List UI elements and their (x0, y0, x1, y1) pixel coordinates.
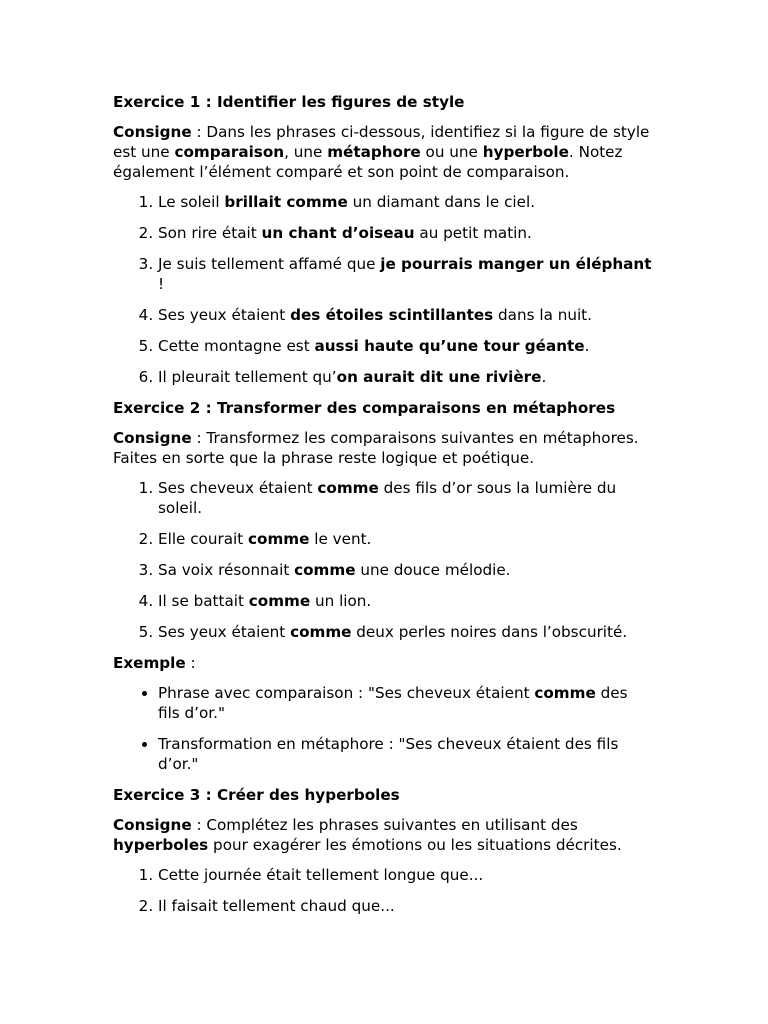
text-run: : Dans les phrases ci-dessous, identifiez si la figure de style est une (113, 123, 650, 161)
exercise-3 (113, 785, 653, 916)
example-list (113, 683, 653, 774)
list-item (158, 865, 653, 885)
text-run: . Notez également l’élément comparé et son point de comparaison. (113, 143, 623, 181)
text-run: Cette montagne est (158, 337, 315, 355)
bold-text-run: comparaison (174, 143, 285, 161)
bold-text-run: comme (248, 592, 311, 610)
text-run: ou une (420, 143, 483, 161)
list-item (158, 305, 653, 325)
exercise-2-title: Exercice 2 : Transformer des comparaisons en métaphores (113, 399, 616, 417)
document-body (113, 92, 653, 927)
bold-text-run: comme (290, 623, 352, 641)
text-run: Cette journée était tellement longue que... (158, 866, 484, 884)
exercise-2 (113, 398, 653, 774)
text-run: . (541, 368, 547, 386)
list-item (158, 591, 653, 611)
exercise-1 (113, 92, 653, 387)
bold-text-run: hyperbole (482, 143, 569, 161)
bold-text-run: métaphore (327, 143, 421, 161)
bold-text-run: hyperboles (113, 836, 209, 854)
instructions-label: Consigne (113, 816, 192, 834)
exercise-3-instructions (113, 815, 653, 855)
bold-text-run: un chant d’oiseau (261, 224, 415, 242)
text-run: un diamant dans le ciel. (347, 193, 536, 211)
text-run: . (584, 337, 590, 355)
list-item (158, 560, 653, 580)
list-item (158, 367, 653, 387)
list-item (158, 254, 653, 294)
bold-text-run: des étoiles scintillantes (290, 306, 494, 324)
list-item (158, 192, 653, 212)
text-run: Il faisait tellement chaud que... (158, 897, 395, 915)
text-run: , une (284, 143, 328, 161)
bold-text-run: je pourrais manger un éléphant (380, 255, 652, 273)
text-run: Elle courait (158, 530, 249, 548)
text-run: Phrase avec comparaison : "Ses cheveux étaient (158, 684, 535, 702)
exercise-1-instructions (113, 122, 653, 182)
text-run: Sa voix résonnait (158, 561, 295, 579)
list-item (158, 223, 653, 243)
example-label: Exemple (113, 654, 186, 672)
list-item (158, 336, 653, 356)
text-run: une douce mélodie. (355, 561, 511, 579)
text-run: Il se battait (158, 592, 249, 610)
text-run: : Transformez les comparaisons suivantes en métaphores. Faites en sorte que la phrase reste logique et poétique. (113, 429, 639, 467)
list-item (158, 478, 653, 518)
exercise-1-sentence-list (113, 192, 653, 387)
exercise-3-sentence-list (113, 865, 653, 916)
exercise-2-sentence-list (113, 478, 653, 642)
bold-text-run: comme (248, 530, 310, 548)
list-item (158, 683, 653, 723)
text-run: deux perles noires dans l’obscurité. (351, 623, 628, 641)
list-item (158, 622, 653, 642)
bold-text-run: brillait comme (224, 193, 348, 211)
bold-text-run: comme (317, 479, 379, 497)
list-item (158, 529, 653, 549)
bold-text-run: on aurait dit une rivière (336, 368, 542, 386)
text-run: Ses cheveux étaient (158, 479, 318, 497)
text-run: ! (158, 275, 165, 293)
exercise-3-title: Exercice 3 : Créer des hyperboles (113, 786, 400, 804)
bold-text-run: aussi haute qu’une tour géante (314, 337, 585, 355)
text-run: Ses yeux étaient (158, 306, 291, 324)
bold-text-run: comme (534, 684, 596, 702)
text-run: Son rire était (158, 224, 262, 242)
instructions-label: Consigne (113, 429, 192, 447)
text-run: Il pleurait tellement qu’ (158, 368, 337, 386)
text-run: des fils d’or sous la lumière du soleil. (158, 479, 617, 517)
bold-text-run: comme (294, 561, 356, 579)
text-run: des fils d’or." (158, 684, 628, 722)
list-item (158, 734, 653, 774)
text-run: au petit matin. (414, 224, 532, 242)
list-item (158, 896, 653, 916)
exercise-2-instructions (113, 428, 653, 468)
text-run: : Complétez les phrases suivantes en utilisant des (191, 816, 578, 834)
example-heading (113, 653, 653, 673)
text-run: Ses yeux étaient (158, 623, 291, 641)
instructions-label: Consigne (113, 123, 192, 141)
example-suffix: : (185, 654, 196, 672)
exercise-1-title: Exercice 1 : Identifier les figures de style (113, 93, 465, 111)
text-run: le vent. (309, 530, 372, 548)
text-run: Je suis tellement affamé que (158, 255, 381, 273)
text-run: Le soleil (158, 193, 225, 211)
text-run: dans la nuit. (493, 306, 592, 324)
text-run: pour exagérer les émotions ou les situations décrites. (208, 836, 622, 854)
text-run: Transformation en métaphore : "Ses cheveux étaient des fils d’or." (158, 735, 619, 773)
text-run: un lion. (310, 592, 372, 610)
